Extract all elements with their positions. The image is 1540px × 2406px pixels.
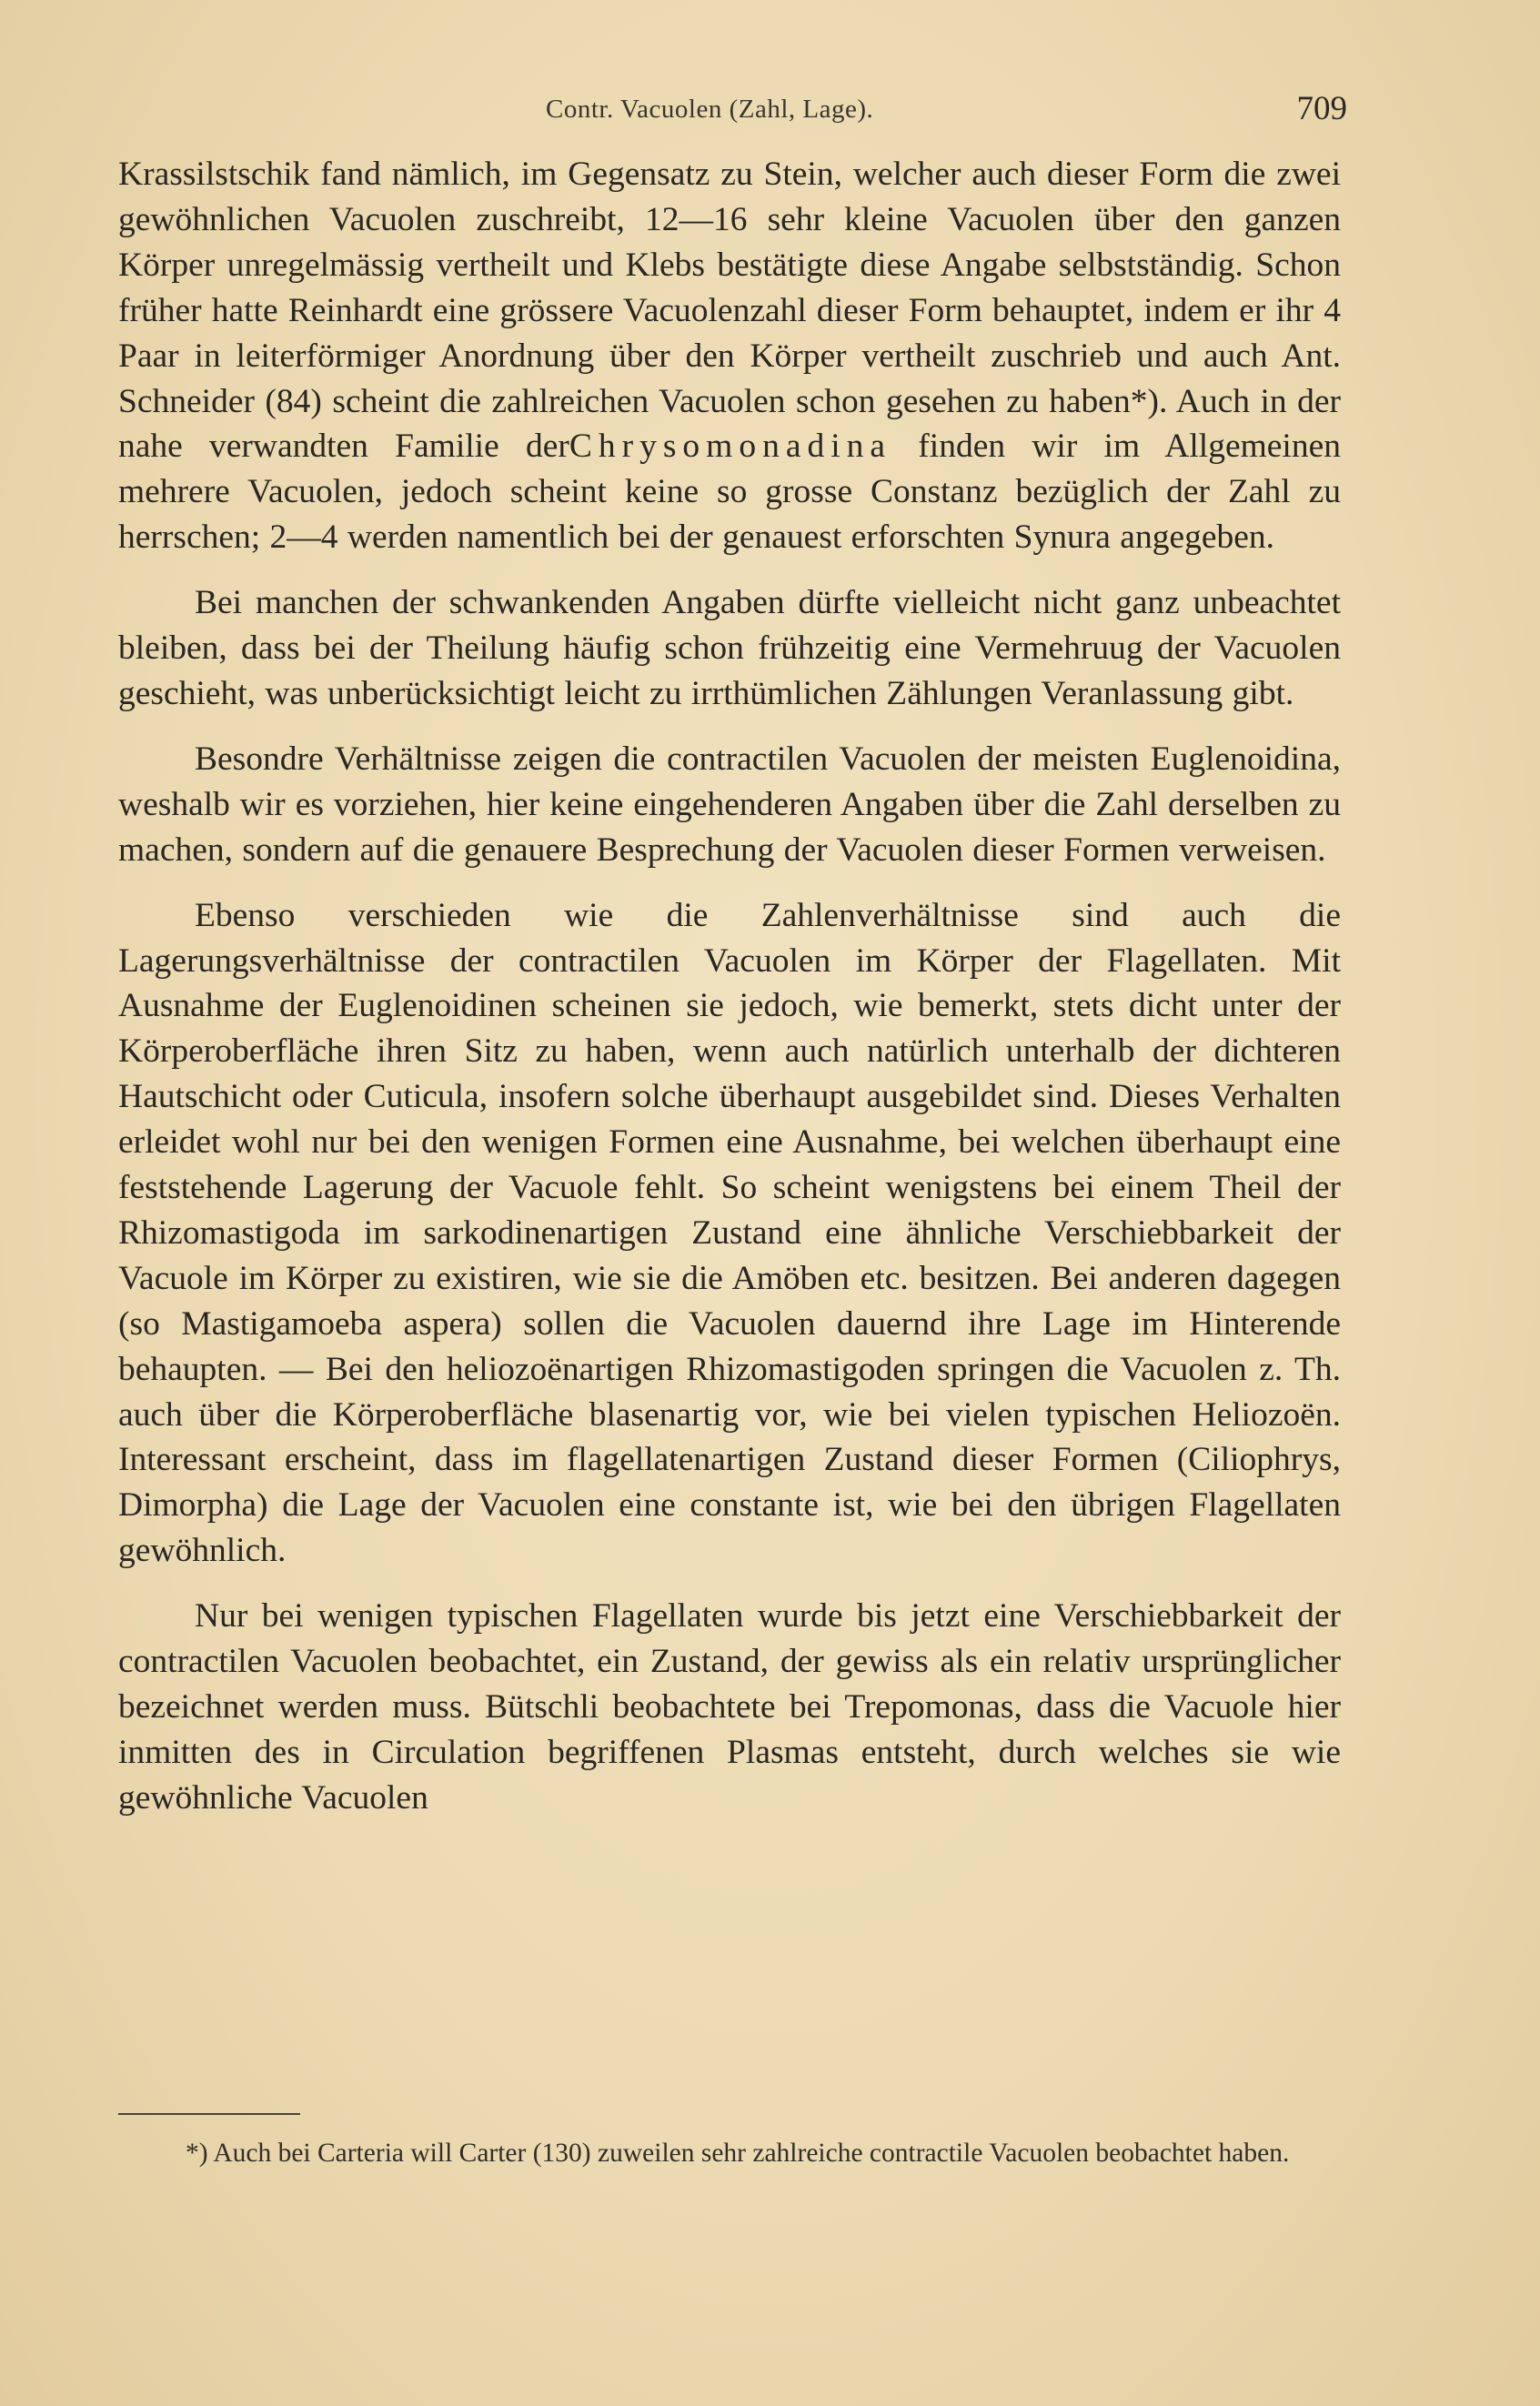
body-text — [118, 152, 1341, 1821]
page-header — [118, 89, 1347, 135]
paragraph-2: Bei manchen der schwankenden Angaben dürfte vielleicht nicht ganz unbeachtet bleiben, dass bei der Theilung häufig schon frühzeitig eine Vermehruug der Vacuolen geschieht, was unberücksichtigt leicht zu irrthümlichen Zählungen Veranlassung gibt. — [118, 584, 1341, 712]
paragraph-3: Besondre Verhältnisse zeigen die contractilen Vacuolen der meisten Euglenoidina, weshalb wir es vorziehen, hier keine eingehenderen Angaben über die Zahl derselben zu machen, sondern auf die genauere Besprechung der Vacuolen dieser Formen verweisen. — [118, 740, 1341, 869]
footnote-divider — [118, 2113, 300, 2115]
running-head: Contr. Vacuolen (Zahl, Lage). — [546, 95, 874, 124]
paragraph-1-text: Krassilstschik fand nämlich, im Gegensatz zu Stein, welcher auch dieser Form die zwei gewöhnlichen Vacuolen zuschreibt, 12—16 sehr kleine Vacuolen über den ganzen Körper unregelmässig vertheilt und Klebs bestätigte diese Angabe selbstständig. Schon früher hatte Reinhardt eine grössere Vacuolenzahl dieser Form behauptet, indem er ihr 4 Paar in leiterförmiger Anordnung über den Körper vertheilt zuschrieb und auch Ant. Schneider (84) scheint die zahlreichen Vacuolen schon gesehen zu haben*). Auch in der nahe verwandten Familie der — [118, 156, 1341, 466]
spaced-term-chrysomonadina: Chrysomonadina — [569, 428, 892, 466]
paragraph-5: Nur bei wenigen typischen Flagellaten wurde bis jetzt eine Verschiebbarkeit der contractilen Vacuolen beobachtet, ein Zustand, der gewiss als ein relativ ursprünglicher bezeichnet werden muss. Bütschli beobachtete bei Trepomonas, dass die Vacuole hier inmitten des in Circulation begriffenen Plasmas entsteht, durch welches sie wie gewöhnliche Vacuolen — [118, 1597, 1341, 1817]
paragraph-1 — [118, 152, 1341, 560]
page-number: 709 — [1296, 90, 1347, 127]
paragraph-4: Ebenso verschieden wie die Zahlenverhältnisse sind auch die Lagerungsverhältnisse der contractilen Vacuolen im Körper der Flagellaten. Mit Ausnahme der Euglenoidinen scheinen sie jedoch, wie bemerkt, stets dicht unter der Körperoberfläche ihren Sitz zu haben, wenn auch natürlich unterhalb der dichteren Hautschicht oder Cuticula, insofern solche überhaupt ausgebildet sind. Dieses Verhalten erleidet wohl nur bei den wenigen Formen eine Ausnahme, bei welchen überhaupt eine feststehende Lagerung der Vacuole fehlt. So scheint wenigstens bei einem Theil der Rhizomastigoda im sarkodinenartigen Zustand eine ähnliche Verschiebbarkeit der Vacuole im Körper zu existiren, wie sie die Amöben etc. besitzen. Bei anderen dagegen (so Mastigamoeba aspera) sollen die Vacuolen dauernd ihre Lage im Hinterende behaupten. — Bei den heliozoënartigen Rhizomastigoden springen die Vacuolen z. Th. auch über die Körperoberfläche blasenartig vor, wie bei vielen typischen Heliozoën. Interessant erscheint, dass im flagellatenartigen Zustand dieser Formen (Ciliophrys, Dimorpha) die Lage der Vacuolen eine constante ist, wie bei den übrigen Flagellaten gewöhnlich. — [118, 896, 1341, 1570]
paragraph-1-continuation: finden wir im Allgemeinen mehrere Vacuolen, jedoch scheint keine so grosse Constanz bezüglich der Zahl zu herrschen; 2—4 werden namentlich bei der genauest erforschten Synura angegeben. — [118, 428, 1341, 557]
footnote: *) Auch bei Carteria will Carter (130) zuweilen sehr zahlreiche contractile Vacuolen beobachtet haben. — [186, 2139, 1290, 2168]
